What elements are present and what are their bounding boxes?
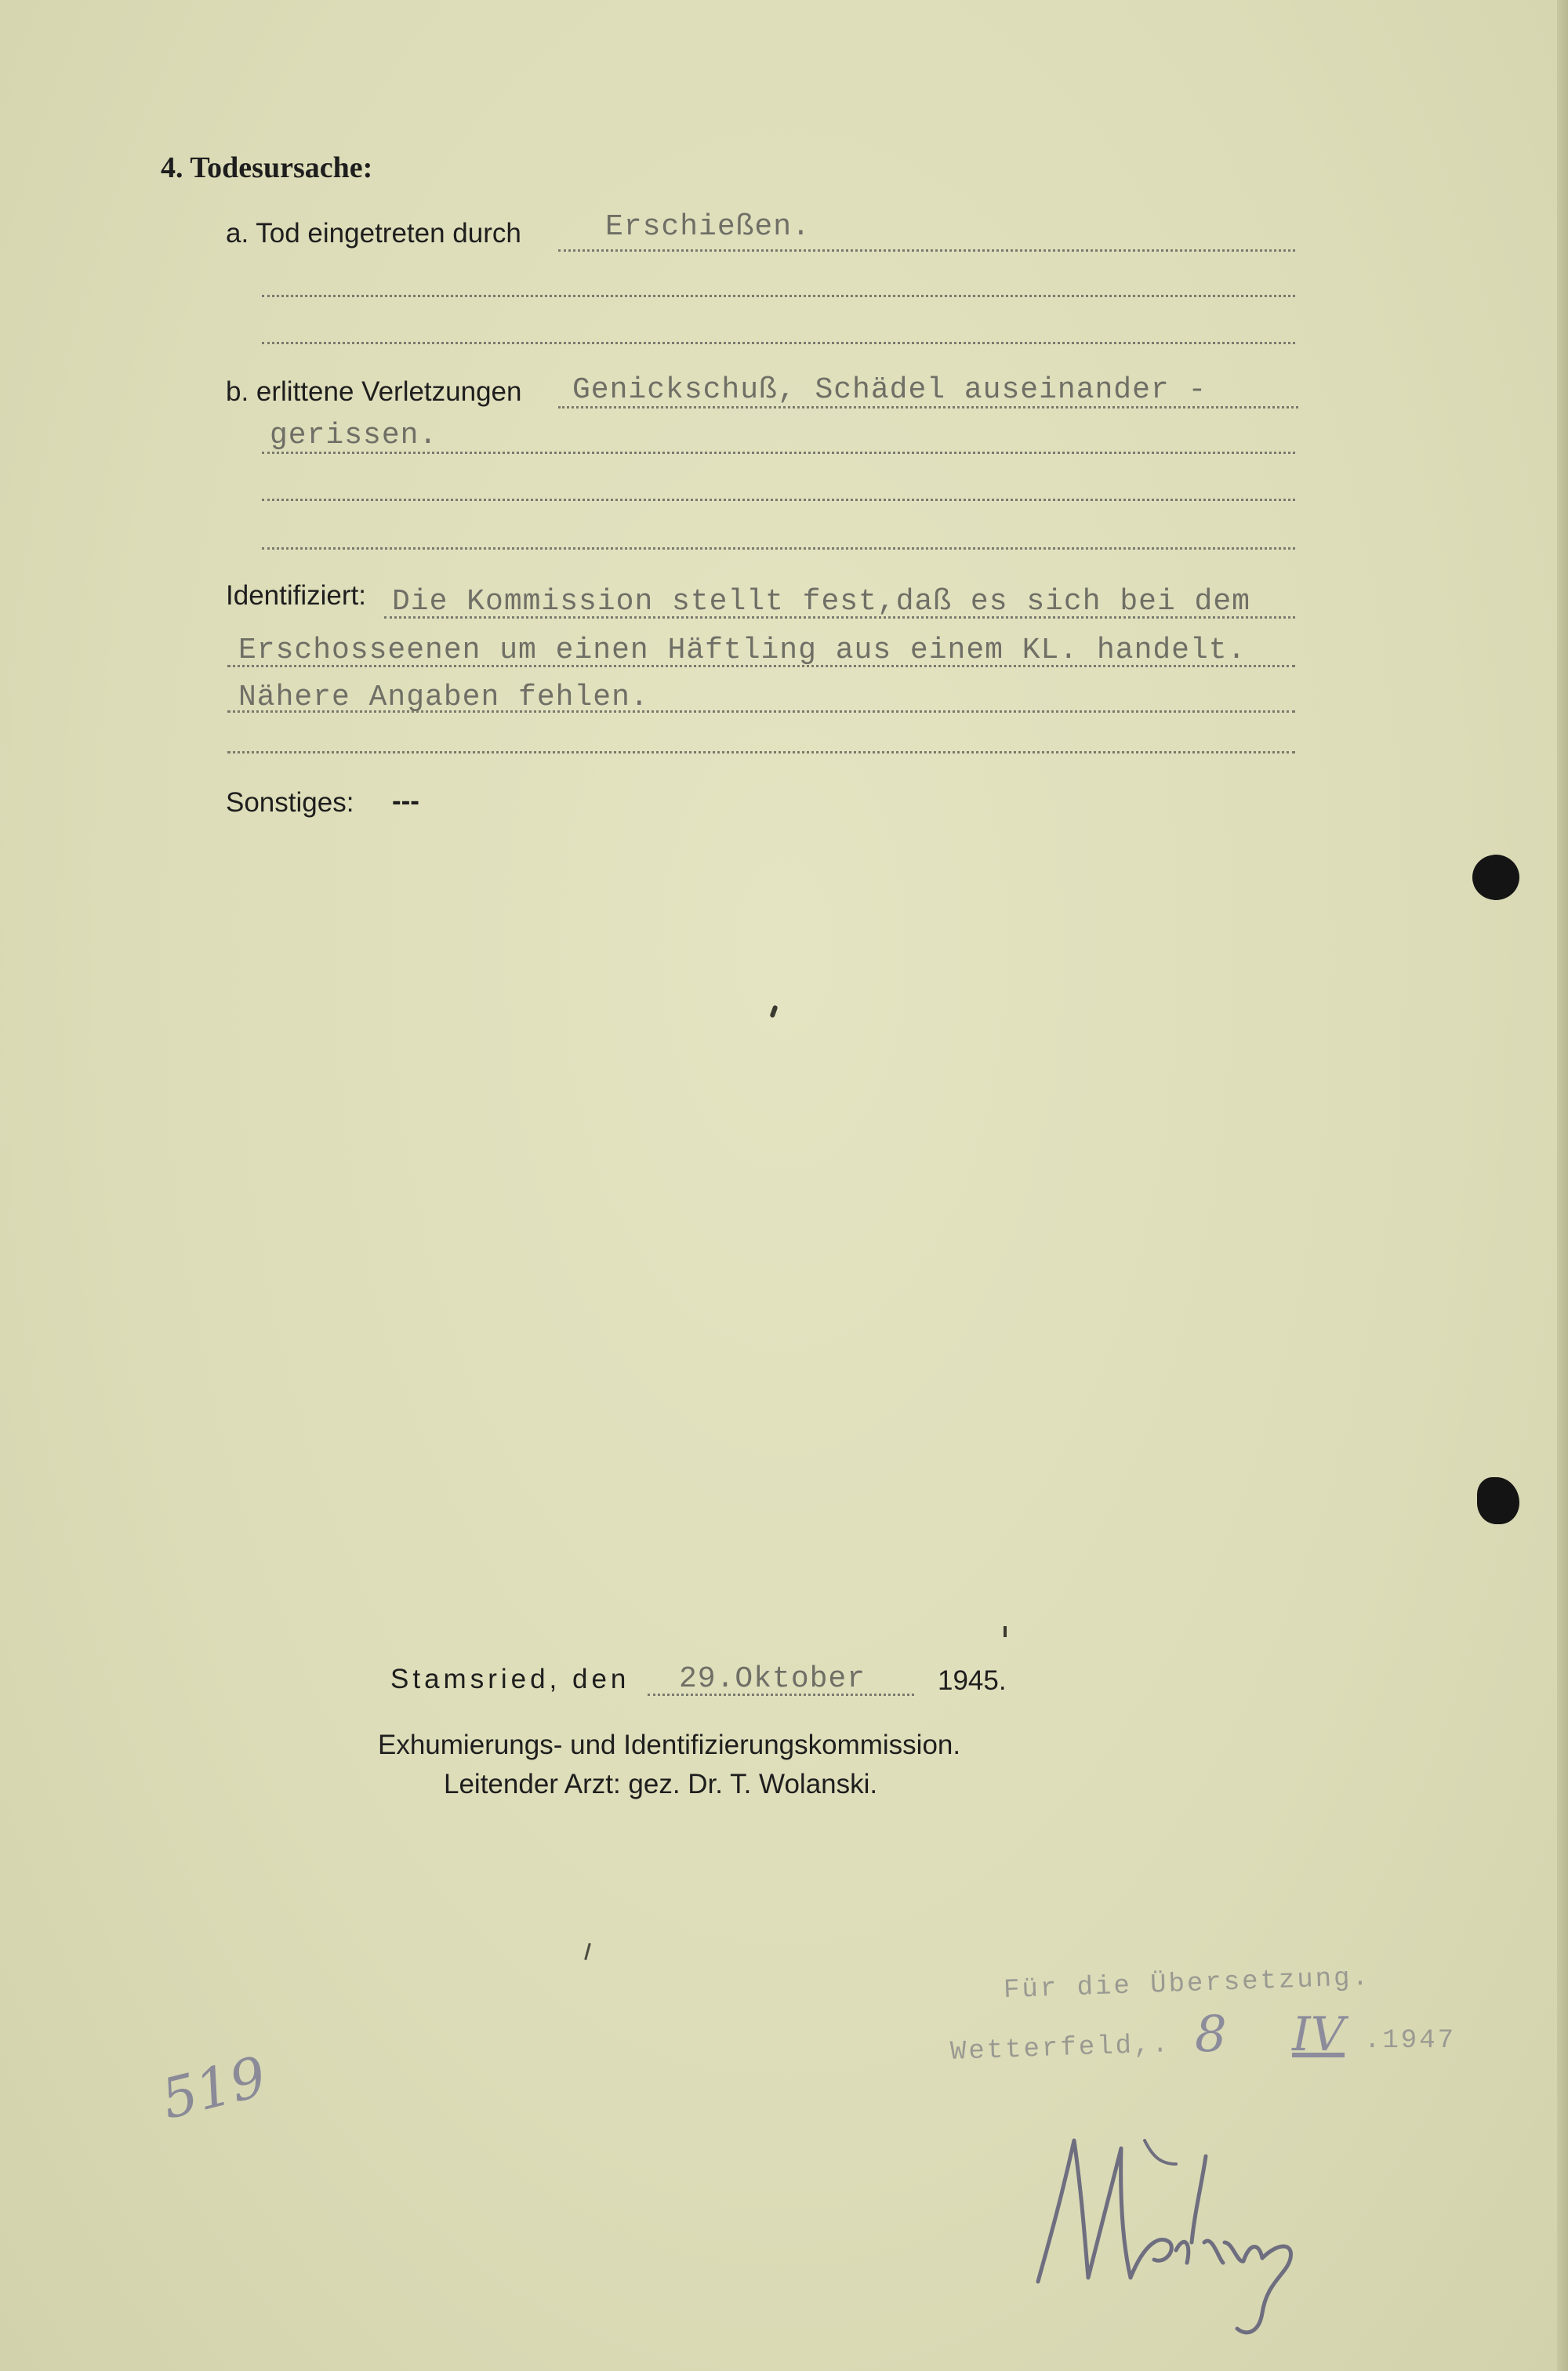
signature-icon: [1027, 2125, 1325, 2344]
dotted-line: [227, 751, 1295, 753]
injuries-value-line1: Genickschuß, Schädel auseinander -: [572, 373, 1207, 407]
dotted-line: [227, 710, 1295, 713]
dotted-line: [384, 616, 1295, 619]
section-heading: 4. Todesursache:: [161, 151, 373, 184]
dotted-line: [262, 342, 1295, 344]
stamp-year: .1947: [1364, 2026, 1457, 2056]
translation-stamp-place: Wetterfeld,.: [949, 2030, 1171, 2068]
other-value: ---: [392, 786, 419, 816]
doctor-line: Leitender Arzt: gez. Dr. T. Wolanski.: [444, 1769, 878, 1799]
stamp-day: 8: [1195, 2006, 1227, 2064]
dotted-line: [262, 452, 1295, 454]
cause-value: Erschießen.: [605, 210, 811, 244]
year: 1945.: [938, 1665, 1007, 1696]
identified-line2: Erschosseenen um einen Häftling aus einem KL. handelt.: [238, 634, 1247, 667]
ink-speck: [584, 1943, 591, 1960]
identified-line3: Nähere Angaben fehlen.: [238, 681, 649, 714]
ink-speck: [1004, 1626, 1007, 1637]
dotted-line: [262, 295, 1295, 297]
commission-name: Exhumierungs- und Identifizierungskommission.: [378, 1730, 961, 1760]
identified-line1: Die Kommission stellt fest,daß es sich bei dem: [392, 585, 1250, 619]
stamp-month: IV: [1292, 2007, 1345, 2062]
cause-label: a. Tod eingetreten durch: [226, 218, 521, 249]
dotted-line: [558, 249, 1295, 252]
injuries-label: b. erlittene Verletzungen: [226, 376, 522, 407]
punch-hole: [1472, 855, 1519, 900]
dotted-line: [648, 1694, 914, 1696]
other-label: Sonstiges:: [226, 787, 354, 818]
dotted-line: [262, 547, 1295, 550]
dotted-line: [227, 665, 1295, 667]
translation-stamp-line1: Für die Übersetzung.: [1003, 1963, 1371, 2006]
ink-speck: [769, 1004, 778, 1018]
injuries-value-line2: gerissen.: [270, 419, 438, 452]
date-value: 29.Oktober: [679, 1662, 866, 1696]
dotted-line: [262, 499, 1295, 501]
dotted-line: [558, 406, 1298, 408]
punch-hole: [1477, 1477, 1519, 1524]
place-label: Stamsried, den: [390, 1664, 630, 1694]
identified-label: Identifiziert:: [226, 580, 366, 611]
page-number: 519: [155, 2044, 273, 2132]
page-edge: [1557, 0, 1568, 2371]
